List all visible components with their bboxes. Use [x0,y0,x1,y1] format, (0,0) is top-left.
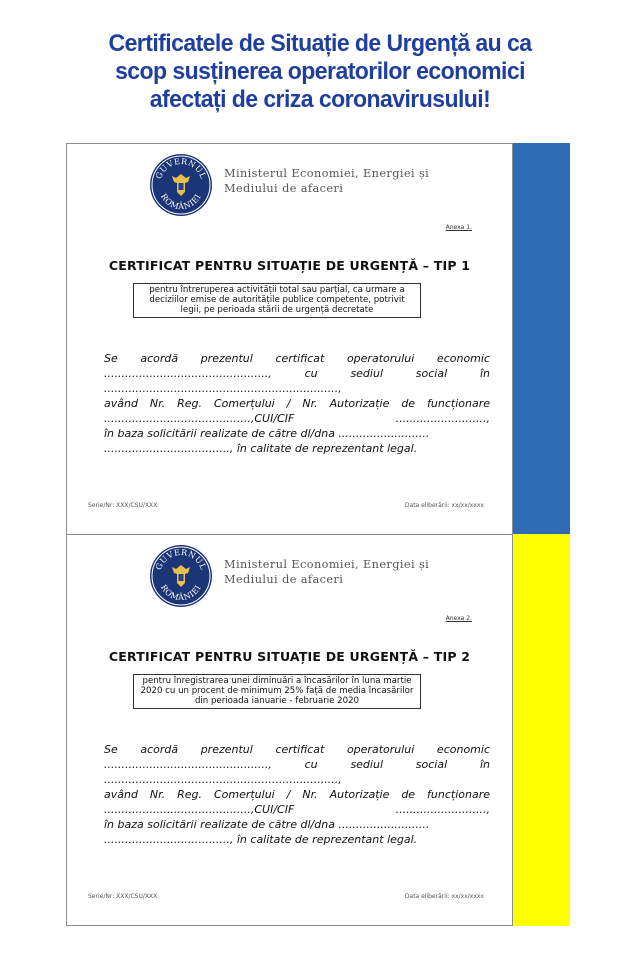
body-word: certificat [275,743,325,756]
body-word: / [286,397,291,410]
body-word: cu [304,367,318,380]
body-word: social [415,758,448,771]
seal-emblem-icon [150,545,212,607]
body-word: de [401,397,416,410]
seal-text-bottom: ROMÂNIEI [158,192,203,212]
body-word: Se [104,352,118,365]
seal-text-top: GUVERNUL [154,547,208,572]
body-word: sediul [350,367,384,380]
ministry-line-2: Mediului de afaceri [224,573,344,586]
body-word: Se [104,743,118,756]
body-cui-field: ..........................................,CUI/CIF [104,412,295,425]
body-word: social [415,367,448,380]
seal-text-top: GUVERNUL [154,156,208,181]
body-line-4 [104,396,490,411]
yellow-stripe [513,534,570,926]
body-line-3: ..................................................................., [104,382,342,395]
body-line-3: ..................................................................., [104,773,342,786]
annex-label: Anexa 2. [445,615,472,622]
purpose-box [133,283,421,318]
body-word: în [479,758,490,771]
headline [19,30,621,114]
body-word: Nr. [302,788,318,801]
ministry-line-1: Ministerul Economiei, Energiei și [224,167,430,180]
certificate-title: CERTIFICAT PENTRU SITUAȚIE DE URGENȚĂ – TIP 1 [108,258,471,273]
body-line-2 [104,757,490,772]
body-word: / [286,788,291,801]
body-line-4 [104,787,490,802]
blue-stripe [513,143,570,534]
fill-in-dots: ..............................................., [104,758,272,771]
purpose-line-3: din perioada ianuarie - februarie 2020 [194,696,360,706]
body-line-6: în baza solicitării realizate de către dl/dna .......................... [104,427,430,440]
body-line-5 [104,802,490,817]
body-word: certificat [275,352,325,365]
body-word: operatorului [346,352,415,365]
body-word: Reg. [177,397,202,410]
body-line-2 [104,366,490,381]
certificate-body [104,742,490,847]
body-word: având [104,788,138,801]
body-word: economic [436,352,490,365]
certificate-page-2 [66,534,513,926]
purpose-line-3: legii, pe perioada stării de urgență decretate [180,305,374,315]
body-line-7: ...................................., în calitate de reprezentant legal. [104,442,418,455]
body-word: prezentul [200,352,253,365]
issue-date: Data eliberării: xx/xx/xxxx [404,502,484,509]
fill-in-dots: .........................., [395,803,490,816]
annex-label: Anexa 1. [445,224,472,231]
purpose-line-2: 2020 cu un procent de minimum 25% față de media încasărilor [140,686,414,696]
fill-in-dots: .........................., [395,412,490,425]
body-word: având [104,397,138,410]
purpose-line-2: deciziilor emise de autoritățile publice competente, potrivit [149,295,405,305]
body-word: Comerțului [213,788,275,801]
body-word: operatorului [346,743,415,756]
body-word: acordă [140,743,179,756]
body-line-5 [104,411,490,426]
body-line-1 [104,742,490,757]
body-word: economic [436,743,490,756]
purpose-box [133,674,421,709]
body-line-1 [104,351,490,366]
certificate-body [104,351,490,456]
body-word: acordă [140,352,179,365]
body-word: în [479,367,490,380]
series-number: Serie/Nr: XXX/CSU/XXX [88,502,158,509]
body-word: Nr. [149,788,166,801]
ministry-name [224,166,429,196]
body-line-7: ...................................., în calitate de reprezentant legal. [104,833,418,846]
issue-date: Data eliberării: xx/xx/xxxx [404,893,484,900]
headline-line-3: afectați de criza coronavirusului! [149,86,491,113]
seal-text-bottom: ROMÂNIEI [158,583,203,603]
headline-line-1: Certificatele de Situație de Urgență au ca [108,30,532,57]
body-word: funcționare [427,788,490,801]
body-word: prezentul [200,743,253,756]
ministry-name [224,557,429,587]
government-seal-logo [150,154,212,216]
headline-line-2: scop susținerea operatorilor economici [115,58,525,85]
ministry-line-2: Mediului de afaceri [224,182,344,195]
certificate-title: CERTIFICAT PENTRU SITUAȚIE DE URGENȚĂ – TIP 2 [108,649,471,664]
series-number: Serie/Nr: XXX/CSU/XXX [88,893,158,900]
body-cui-field: ..........................................,CUI/CIF [104,803,295,816]
certificate-page-1 [66,143,513,535]
ministry-line-1: Ministerul Economiei, Energiei și [224,558,430,571]
body-word: Nr. [149,397,166,410]
fill-in-dots: ..............................................., [104,367,272,380]
purpose-line-1: pentru întreruperea activității total sau parțial, ca urmare a [149,285,405,295]
body-word: Autorizație [329,788,390,801]
body-line-6: în baza solicitării realizate de către dl/dna .......................... [104,818,430,831]
body-word: Comerțului [213,397,275,410]
body-word: Nr. [302,397,318,410]
body-word: Autorizație [329,397,390,410]
purpose-line-1: pentru înregistrarea unei diminuări a încasărilor în luna martie [142,676,412,686]
body-word: de [401,788,416,801]
body-word: funcționare [427,397,490,410]
body-word: Reg. [177,788,202,801]
seal-emblem-icon [150,154,212,216]
government-seal-logo [150,545,212,607]
body-word: sediul [350,758,384,771]
body-word: cu [304,758,318,771]
